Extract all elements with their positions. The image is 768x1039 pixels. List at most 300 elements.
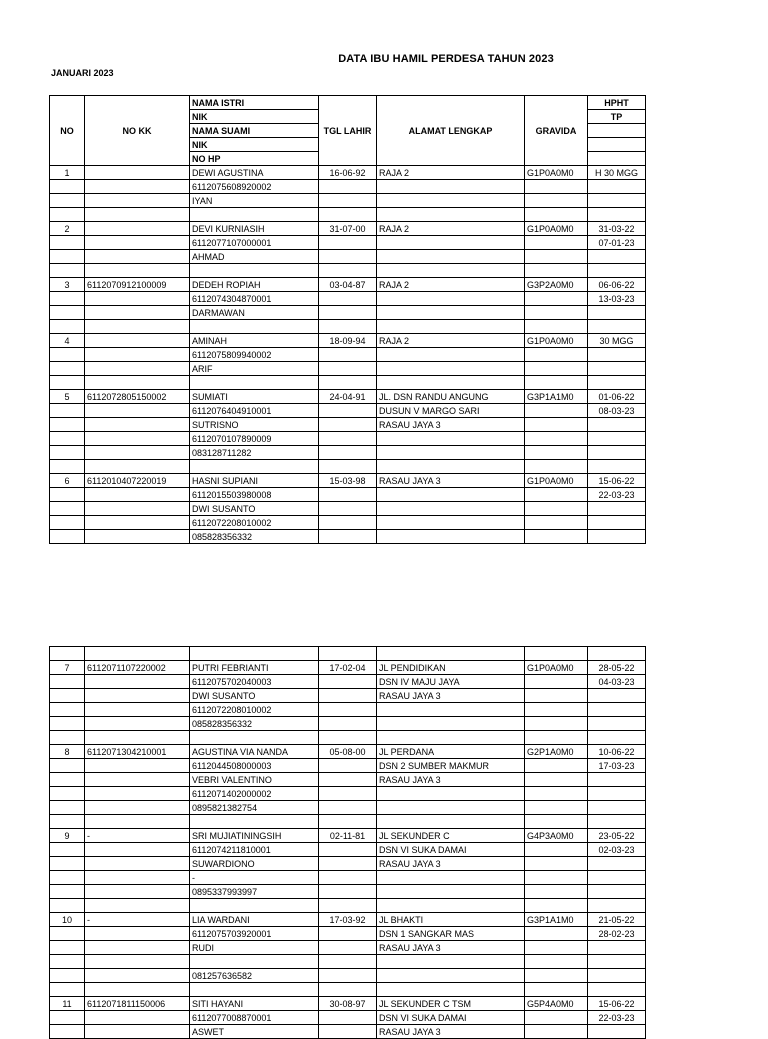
cell-identity: 6112015503980008 bbox=[190, 488, 319, 502]
cell-alamat bbox=[377, 236, 525, 250]
cell-gravida bbox=[525, 306, 588, 320]
table-row bbox=[50, 745, 646, 759]
cell-alamat: JL BHAKTI bbox=[377, 913, 525, 927]
cell-alamat bbox=[377, 516, 525, 530]
cell-identity: LIA WARDANI bbox=[190, 913, 319, 927]
cell-no-kk bbox=[85, 488, 190, 502]
cell-alamat: RASAU JAYA 3 bbox=[377, 941, 525, 955]
cell-no-kk: 6112070912100009 bbox=[85, 278, 190, 292]
cell-tgl-lahir bbox=[319, 194, 377, 208]
cell-no: 8 bbox=[50, 745, 85, 759]
cell-no-kk: 6112071811150006 bbox=[85, 997, 190, 1011]
cell-identity: 6112075809940002 bbox=[190, 348, 319, 362]
cell-identity: 6112071402000002 bbox=[190, 787, 319, 801]
cell-no-kk bbox=[85, 787, 190, 801]
cell-hpht-tp bbox=[588, 969, 646, 983]
table-row bbox=[50, 306, 646, 320]
table-row bbox=[50, 376, 646, 390]
cell-alamat bbox=[377, 885, 525, 899]
table-row bbox=[50, 432, 646, 446]
cell-alamat bbox=[377, 446, 525, 460]
cell-no-kk: 6112072805150002 bbox=[85, 390, 190, 404]
cell-tgl-lahir bbox=[319, 899, 377, 913]
table-row bbox=[50, 180, 646, 194]
cell-hpht-tp: 23-05-22 bbox=[588, 829, 646, 843]
table-row bbox=[50, 348, 646, 362]
cell-no-kk bbox=[85, 1011, 190, 1025]
cell-tgl-lahir bbox=[319, 264, 377, 278]
table-row bbox=[50, 390, 646, 404]
table-row bbox=[50, 530, 646, 544]
cell-no bbox=[50, 899, 85, 913]
header-nik-istri: NIK bbox=[190, 110, 319, 124]
table-row bbox=[50, 871, 646, 885]
cell-no: 11 bbox=[50, 997, 85, 1011]
cell-alamat bbox=[377, 815, 525, 829]
cell-alamat: RAJA 2 bbox=[377, 222, 525, 236]
cell-tgl-lahir: 24-04-91 bbox=[319, 390, 377, 404]
cell-no bbox=[50, 376, 85, 390]
header-empty-cell bbox=[588, 138, 646, 152]
cell-no bbox=[50, 759, 85, 773]
cell-tgl-lahir bbox=[319, 516, 377, 530]
header-row bbox=[50, 96, 646, 110]
cell-no: 6 bbox=[50, 474, 85, 488]
cell-hpht-tp bbox=[588, 194, 646, 208]
cell-identity bbox=[190, 899, 319, 913]
cell-gravida bbox=[525, 731, 588, 745]
cell-tgl-lahir bbox=[319, 446, 377, 460]
cell-hpht-tp bbox=[588, 446, 646, 460]
cell-no-kk bbox=[85, 955, 190, 969]
cell-no bbox=[50, 418, 85, 432]
cell-gravida bbox=[525, 404, 588, 418]
table-row bbox=[50, 773, 646, 787]
cell-no bbox=[50, 292, 85, 306]
cell-identity: - bbox=[190, 871, 319, 885]
cell-gravida: G1P0A0M0 bbox=[525, 474, 588, 488]
cell-identity: 085828356332 bbox=[190, 530, 319, 544]
cell-hpht-tp bbox=[588, 502, 646, 516]
cell-gravida bbox=[525, 446, 588, 460]
cell-alamat: JL SEKUNDER C TSM bbox=[377, 997, 525, 1011]
cell-tgl-lahir bbox=[319, 236, 377, 250]
cell-hpht-tp bbox=[588, 815, 646, 829]
cell-tgl-lahir bbox=[319, 1011, 377, 1025]
header-nama-istri: NAMA ISTRI bbox=[190, 96, 319, 110]
cell-identity bbox=[190, 955, 319, 969]
cell-tgl-lahir bbox=[319, 941, 377, 955]
cell-gravida bbox=[525, 460, 588, 474]
cell-gravida: G5P4A0M0 bbox=[525, 997, 588, 1011]
cell-identity: RUDI bbox=[190, 941, 319, 955]
cell-no bbox=[50, 703, 85, 717]
cell-alamat bbox=[377, 208, 525, 222]
header-no-kk: NO KK bbox=[85, 96, 190, 166]
cell-identity: 6112072208010002 bbox=[190, 516, 319, 530]
report-month: JANUARI 2023 bbox=[51, 68, 114, 78]
cell-gravida: G1P0A0M0 bbox=[525, 661, 588, 675]
pregnant-mothers-table-continued bbox=[49, 646, 646, 1039]
cell-identity: ARIF bbox=[190, 362, 319, 376]
cell-hpht-tp bbox=[588, 983, 646, 997]
cell-hpht-tp bbox=[588, 689, 646, 703]
cell-hpht-tp: H 30 MGG bbox=[588, 166, 646, 180]
cell-alamat bbox=[377, 264, 525, 278]
cell-hpht-tp: 04-03-23 bbox=[588, 675, 646, 689]
table-row bbox=[50, 362, 646, 376]
cell-tgl-lahir bbox=[319, 208, 377, 222]
cell-no bbox=[50, 717, 85, 731]
cell-alamat bbox=[377, 871, 525, 885]
cell-no-kk bbox=[85, 675, 190, 689]
table-row bbox=[50, 885, 646, 899]
table-row bbox=[50, 843, 646, 857]
cell-tgl-lahir bbox=[319, 843, 377, 857]
cell-tgl-lahir: 15-03-98 bbox=[319, 474, 377, 488]
cell-hpht-tp bbox=[588, 530, 646, 544]
cell-gravida bbox=[525, 815, 588, 829]
cell-identity bbox=[190, 320, 319, 334]
cell-identity: 081257636582 bbox=[190, 969, 319, 983]
table-row bbox=[50, 731, 646, 745]
cell-hpht-tp bbox=[588, 250, 646, 264]
cell-no bbox=[50, 320, 85, 334]
cell-no-kk bbox=[85, 983, 190, 997]
cell-alamat bbox=[377, 530, 525, 544]
cell-tgl-lahir bbox=[319, 250, 377, 264]
cell-gravida bbox=[525, 502, 588, 516]
cell-no bbox=[50, 348, 85, 362]
cell-no bbox=[50, 404, 85, 418]
cell-no bbox=[50, 871, 85, 885]
cell-identity: DEDEH ROPIAH bbox=[190, 278, 319, 292]
cell-tgl-lahir bbox=[319, 717, 377, 731]
cell-no-kk bbox=[85, 502, 190, 516]
cell-gravida bbox=[525, 180, 588, 194]
cell-alamat bbox=[377, 801, 525, 815]
cell-identity: 0895821382754 bbox=[190, 801, 319, 815]
cell-alamat bbox=[377, 348, 525, 362]
table-row bbox=[50, 334, 646, 348]
cell-gravida bbox=[525, 488, 588, 502]
cell-tgl-lahir: 30-08-97 bbox=[319, 997, 377, 1011]
cell-alamat: DSN VI SUKA DAMAI bbox=[377, 843, 525, 857]
cell-gravida: G3P1A1M0 bbox=[525, 390, 588, 404]
cell-hpht-tp: 15-06-22 bbox=[588, 474, 646, 488]
cell-no-kk bbox=[85, 222, 190, 236]
cell-no bbox=[50, 969, 85, 983]
table-row bbox=[50, 759, 646, 773]
cell-identity: 6112044508000003 bbox=[190, 759, 319, 773]
cell-identity: 6112077107000001 bbox=[190, 236, 319, 250]
cell-hpht-tp bbox=[588, 1025, 646, 1039]
cell-hpht-tp bbox=[588, 208, 646, 222]
cell-tgl-lahir bbox=[319, 773, 377, 787]
cell-hpht-tp bbox=[588, 362, 646, 376]
cell-gravida bbox=[525, 843, 588, 857]
table-row bbox=[50, 320, 646, 334]
cell-identity: VEBRI VALENTINO bbox=[190, 773, 319, 787]
cell-no-kk bbox=[85, 731, 190, 745]
cell-alamat bbox=[377, 376, 525, 390]
cell-identity: DEVI KURNIASIH bbox=[190, 222, 319, 236]
cell-alamat bbox=[377, 250, 525, 264]
cell-alamat: JL PENDIDIKAN bbox=[377, 661, 525, 675]
cell-tgl-lahir bbox=[319, 530, 377, 544]
cell-gravida bbox=[525, 955, 588, 969]
header-nik-suami: NIK bbox=[190, 138, 319, 152]
table-row bbox=[50, 801, 646, 815]
cell-gravida: G3P2A0M0 bbox=[525, 278, 588, 292]
table-row bbox=[50, 983, 646, 997]
cell-hpht-tp bbox=[588, 801, 646, 815]
cell-no-kk bbox=[85, 516, 190, 530]
table-row bbox=[50, 502, 646, 516]
cell-no-kk bbox=[85, 647, 190, 661]
cell-tgl-lahir bbox=[319, 404, 377, 418]
header-hpht: HPHT bbox=[588, 96, 646, 110]
table-row bbox=[50, 404, 646, 418]
cell-identity: DARMAWAN bbox=[190, 306, 319, 320]
cell-gravida bbox=[525, 362, 588, 376]
cell-no-kk bbox=[85, 927, 190, 941]
table-row bbox=[50, 675, 646, 689]
cell-no bbox=[50, 675, 85, 689]
cell-alamat bbox=[377, 647, 525, 661]
cell-no bbox=[50, 689, 85, 703]
cell-tgl-lahir bbox=[319, 731, 377, 745]
header-tgl-lahir: TGL LAHIR bbox=[319, 96, 377, 166]
table-row bbox=[50, 474, 646, 488]
cell-no-kk bbox=[85, 250, 190, 264]
header-empty-cell bbox=[588, 124, 646, 138]
cell-identity: 6112075703920001 bbox=[190, 927, 319, 941]
cell-no-kk: 6112071107220002 bbox=[85, 661, 190, 675]
cell-gravida: G2P1A0M0 bbox=[525, 745, 588, 759]
cell-no-kk bbox=[85, 362, 190, 376]
cell-no-kk bbox=[85, 941, 190, 955]
cell-no bbox=[50, 955, 85, 969]
cell-no bbox=[50, 885, 85, 899]
pregnant-mothers-table bbox=[49, 95, 646, 544]
cell-alamat bbox=[377, 432, 525, 446]
cell-hpht-tp: 15-06-22 bbox=[588, 997, 646, 1011]
cell-hpht-tp: 17-03-23 bbox=[588, 759, 646, 773]
cell-identity: 6112070107890009 bbox=[190, 432, 319, 446]
cell-no bbox=[50, 927, 85, 941]
cell-no bbox=[50, 731, 85, 745]
cell-hpht-tp bbox=[588, 320, 646, 334]
cell-tgl-lahir bbox=[319, 376, 377, 390]
cell-alamat: RASAU JAYA 3 bbox=[377, 857, 525, 871]
cell-hpht-tp bbox=[588, 306, 646, 320]
cell-gravida bbox=[525, 941, 588, 955]
cell-no-kk: - bbox=[85, 829, 190, 843]
cell-gravida: G1P0A0M0 bbox=[525, 334, 588, 348]
cell-no-kk bbox=[85, 843, 190, 857]
cell-gravida bbox=[525, 432, 588, 446]
cell-tgl-lahir bbox=[319, 306, 377, 320]
cell-identity: 083128711282 bbox=[190, 446, 319, 460]
cell-identity: SUTRISNO bbox=[190, 418, 319, 432]
cell-alamat bbox=[377, 899, 525, 913]
cell-no-kk bbox=[85, 885, 190, 899]
cell-hpht-tp bbox=[588, 717, 646, 731]
cell-tgl-lahir bbox=[319, 488, 377, 502]
cell-identity bbox=[190, 460, 319, 474]
cell-no bbox=[50, 843, 85, 857]
cell-tgl-lahir bbox=[319, 871, 377, 885]
cell-identity bbox=[190, 983, 319, 997]
table-row bbox=[50, 857, 646, 871]
cell-no-kk bbox=[85, 306, 190, 320]
cell-alamat bbox=[377, 460, 525, 474]
cell-alamat bbox=[377, 306, 525, 320]
table-row bbox=[50, 446, 646, 460]
cell-tgl-lahir bbox=[319, 675, 377, 689]
cell-tgl-lahir bbox=[319, 703, 377, 717]
cell-gravida bbox=[525, 689, 588, 703]
cell-no-kk bbox=[85, 208, 190, 222]
cell-no-kk bbox=[85, 418, 190, 432]
cell-gravida bbox=[525, 773, 588, 787]
cell-hpht-tp bbox=[588, 899, 646, 913]
cell-tgl-lahir bbox=[319, 320, 377, 334]
cell-hpht-tp: 21-05-22 bbox=[588, 913, 646, 927]
cell-tgl-lahir: 17-02-04 bbox=[319, 661, 377, 675]
cell-gravida bbox=[525, 208, 588, 222]
cell-hpht-tp bbox=[588, 180, 646, 194]
cell-identity: SUMIATI bbox=[190, 390, 319, 404]
cell-no-kk bbox=[85, 320, 190, 334]
cell-no bbox=[50, 530, 85, 544]
cell-no bbox=[50, 208, 85, 222]
cell-no-kk bbox=[85, 815, 190, 829]
cell-identity: 0895337993997 bbox=[190, 885, 319, 899]
cell-identity: 6112074304870001 bbox=[190, 292, 319, 306]
cell-tgl-lahir bbox=[319, 955, 377, 969]
table-row bbox=[50, 236, 646, 250]
cell-gravida: G3P1A1M0 bbox=[525, 913, 588, 927]
cell-tgl-lahir bbox=[319, 983, 377, 997]
cell-no-kk bbox=[85, 857, 190, 871]
cell-no bbox=[50, 815, 85, 829]
cell-no bbox=[50, 801, 85, 815]
table-row bbox=[50, 278, 646, 292]
cell-identity: SRI MUJIATININGSIH bbox=[190, 829, 319, 843]
cell-alamat bbox=[377, 320, 525, 334]
table-row bbox=[50, 488, 646, 502]
cell-hpht-tp: 13-03-23 bbox=[588, 292, 646, 306]
cell-no bbox=[50, 1025, 85, 1039]
cell-tgl-lahir: 03-04-87 bbox=[319, 278, 377, 292]
cell-hpht-tp bbox=[588, 516, 646, 530]
cell-no-kk bbox=[85, 404, 190, 418]
cell-hpht-tp bbox=[588, 348, 646, 362]
cell-hpht-tp bbox=[588, 460, 646, 474]
cell-hpht-tp bbox=[588, 773, 646, 787]
cell-identity: 6112074211810001 bbox=[190, 843, 319, 857]
cell-gravida bbox=[525, 871, 588, 885]
cell-identity: PUTRI FEBRIANTI bbox=[190, 661, 319, 675]
cell-hpht-tp: 08-03-23 bbox=[588, 404, 646, 418]
cell-alamat bbox=[377, 362, 525, 376]
header-tp: TP bbox=[588, 110, 646, 124]
table-row bbox=[50, 292, 646, 306]
header-no: NO bbox=[50, 96, 85, 166]
cell-hpht-tp bbox=[588, 647, 646, 661]
cell-tgl-lahir bbox=[319, 759, 377, 773]
cell-gravida bbox=[525, 250, 588, 264]
cell-hpht-tp bbox=[588, 418, 646, 432]
cell-gravida bbox=[525, 516, 588, 530]
cell-identity: 6112075608920002 bbox=[190, 180, 319, 194]
cell-no bbox=[50, 362, 85, 376]
cell-gravida bbox=[525, 927, 588, 941]
cell-no-kk: 6112071304210001 bbox=[85, 745, 190, 759]
cell-no bbox=[50, 941, 85, 955]
cell-no-kk bbox=[85, 180, 190, 194]
cell-identity: 6112075702040003 bbox=[190, 675, 319, 689]
cell-tgl-lahir bbox=[319, 927, 377, 941]
cell-no bbox=[50, 250, 85, 264]
cell-no bbox=[50, 306, 85, 320]
cell-gravida bbox=[525, 717, 588, 731]
cell-hpht-tp bbox=[588, 941, 646, 955]
table-row bbox=[50, 969, 646, 983]
cell-hpht-tp bbox=[588, 432, 646, 446]
cell-no bbox=[50, 432, 85, 446]
cell-no-kk bbox=[85, 166, 190, 180]
cell-no: 10 bbox=[50, 913, 85, 927]
cell-alamat: DSN 2 SUMBER MAKMUR bbox=[377, 759, 525, 773]
cell-no bbox=[50, 446, 85, 460]
cell-gravida bbox=[525, 787, 588, 801]
cell-hpht-tp: 02-03-23 bbox=[588, 843, 646, 857]
cell-identity bbox=[190, 815, 319, 829]
cell-tgl-lahir bbox=[319, 857, 377, 871]
cell-hpht-tp bbox=[588, 871, 646, 885]
cell-tgl-lahir bbox=[319, 647, 377, 661]
document-title: DATA IBU HAMIL PERDESA TAHUN 2023 bbox=[338, 53, 554, 65]
cell-tgl-lahir bbox=[319, 432, 377, 446]
cell-no-kk bbox=[85, 348, 190, 362]
cell-tgl-lahir bbox=[319, 787, 377, 801]
cell-alamat bbox=[377, 180, 525, 194]
table-row bbox=[50, 264, 646, 278]
table-row bbox=[50, 899, 646, 913]
cell-no bbox=[50, 502, 85, 516]
cell-tgl-lahir bbox=[319, 460, 377, 474]
cell-identity: 6112076404910001 bbox=[190, 404, 319, 418]
cell-tgl-lahir bbox=[319, 348, 377, 362]
cell-alamat: RASAU JAYA 3 bbox=[377, 418, 525, 432]
cell-tgl-lahir bbox=[319, 418, 377, 432]
table-row bbox=[50, 787, 646, 801]
cell-tgl-lahir bbox=[319, 801, 377, 815]
cell-tgl-lahir bbox=[319, 969, 377, 983]
cell-alamat: JL PERDANA bbox=[377, 745, 525, 759]
cell-alamat bbox=[377, 717, 525, 731]
cell-no-kk bbox=[85, 689, 190, 703]
cell-alamat bbox=[377, 703, 525, 717]
table-row bbox=[50, 815, 646, 829]
header-empty-cell bbox=[588, 152, 646, 166]
cell-identity: ASWET bbox=[190, 1025, 319, 1039]
cell-hpht-tp bbox=[588, 376, 646, 390]
cell-hpht-tp bbox=[588, 264, 646, 278]
